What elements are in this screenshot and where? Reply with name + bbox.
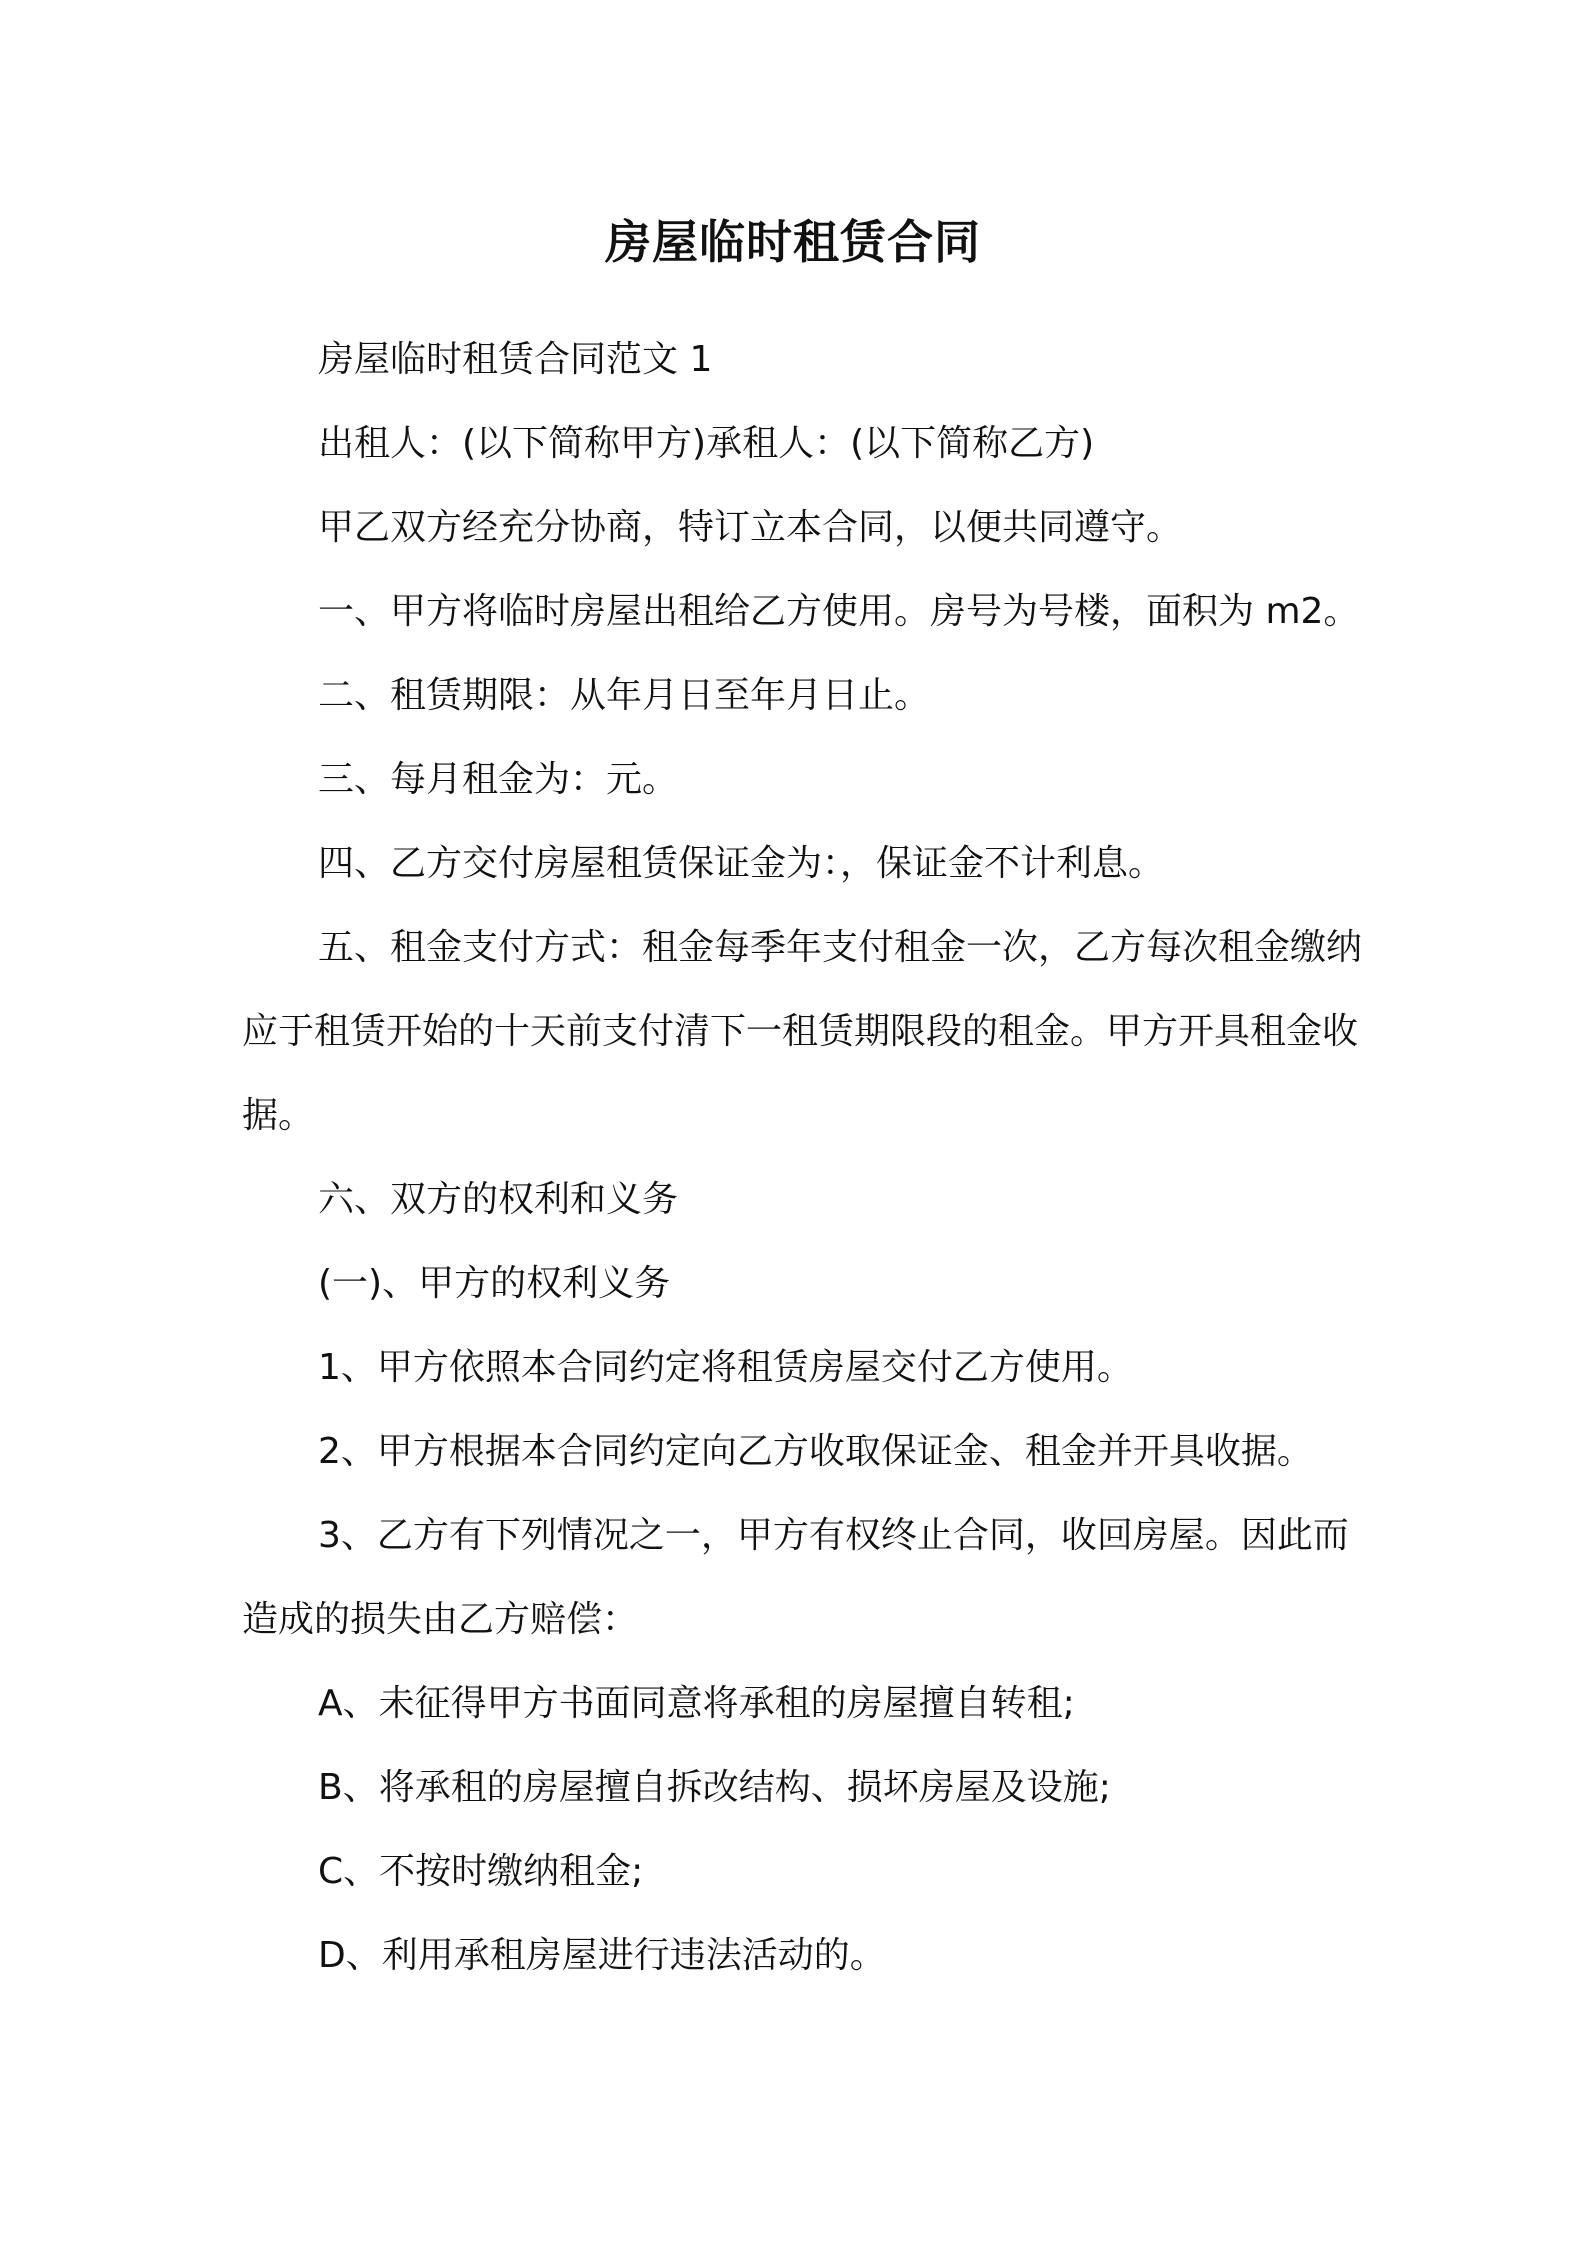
clause-4: 四、乙方交付房屋租赁保证金为：，保证金不计利息。 <box>318 843 1165 884</box>
item-c: C、不按时缴纳租金; <box>318 1851 644 1892</box>
item-1: 1、甲方依照本合同约定将租赁房屋交付乙方使用。 <box>318 1347 1133 1388</box>
document-title: 房屋临时租赁合同 <box>605 215 981 269</box>
clause-6: 六、双方的权利和义务 <box>318 1179 679 1220</box>
item-3: 3、乙方有下列情况之一，甲方有权终止合同，收回房屋。因此而造成的损失由乙方赔偿： <box>242 1515 1349 1640</box>
item-b: B、将承租的房屋擅自拆改结构、损坏房屋及设施; <box>318 1767 1111 1808</box>
item-d: D、利用承租房屋进行违法活动的。 <box>318 1935 886 1976</box>
document-body <box>242 318 1362 1998</box>
paragraph-sample-heading: 房屋临时租赁合同范文 1 <box>318 339 713 380</box>
subclause-lessor-rights: (一)、甲方的权利义务 <box>318 1263 671 1304</box>
paragraph-parties: 出租人：(以下简称甲方)承租人：(以下简称乙方) <box>318 423 1095 464</box>
item-2: 2、甲方根据本合同约定向乙方收取保证金、租金并开具收据。 <box>318 1431 1313 1472</box>
item-a: A、未征得甲方书面同意将承租的房屋擅自转租; <box>318 1683 1075 1724</box>
clause-1: 一、甲方将临时房屋出租给乙方使用。房号为号楼，面积为 m2。 <box>318 591 1360 632</box>
clause-5: 五、租金支付方式：租金每季年支付租金一次，乙方每次租金缴纳应于租赁开始的十天前支付清下一租赁期限段的租金。甲方开具租金收据。 <box>242 927 1363 1136</box>
paragraph-agreement: 甲乙双方经充分协商，特订立本合同，以便共同遵守。 <box>318 507 1183 548</box>
clause-2: 二、租赁期限：从年月日至年月日止。 <box>318 675 931 716</box>
clause-3: 三、每月租金为：元。 <box>318 759 679 800</box>
